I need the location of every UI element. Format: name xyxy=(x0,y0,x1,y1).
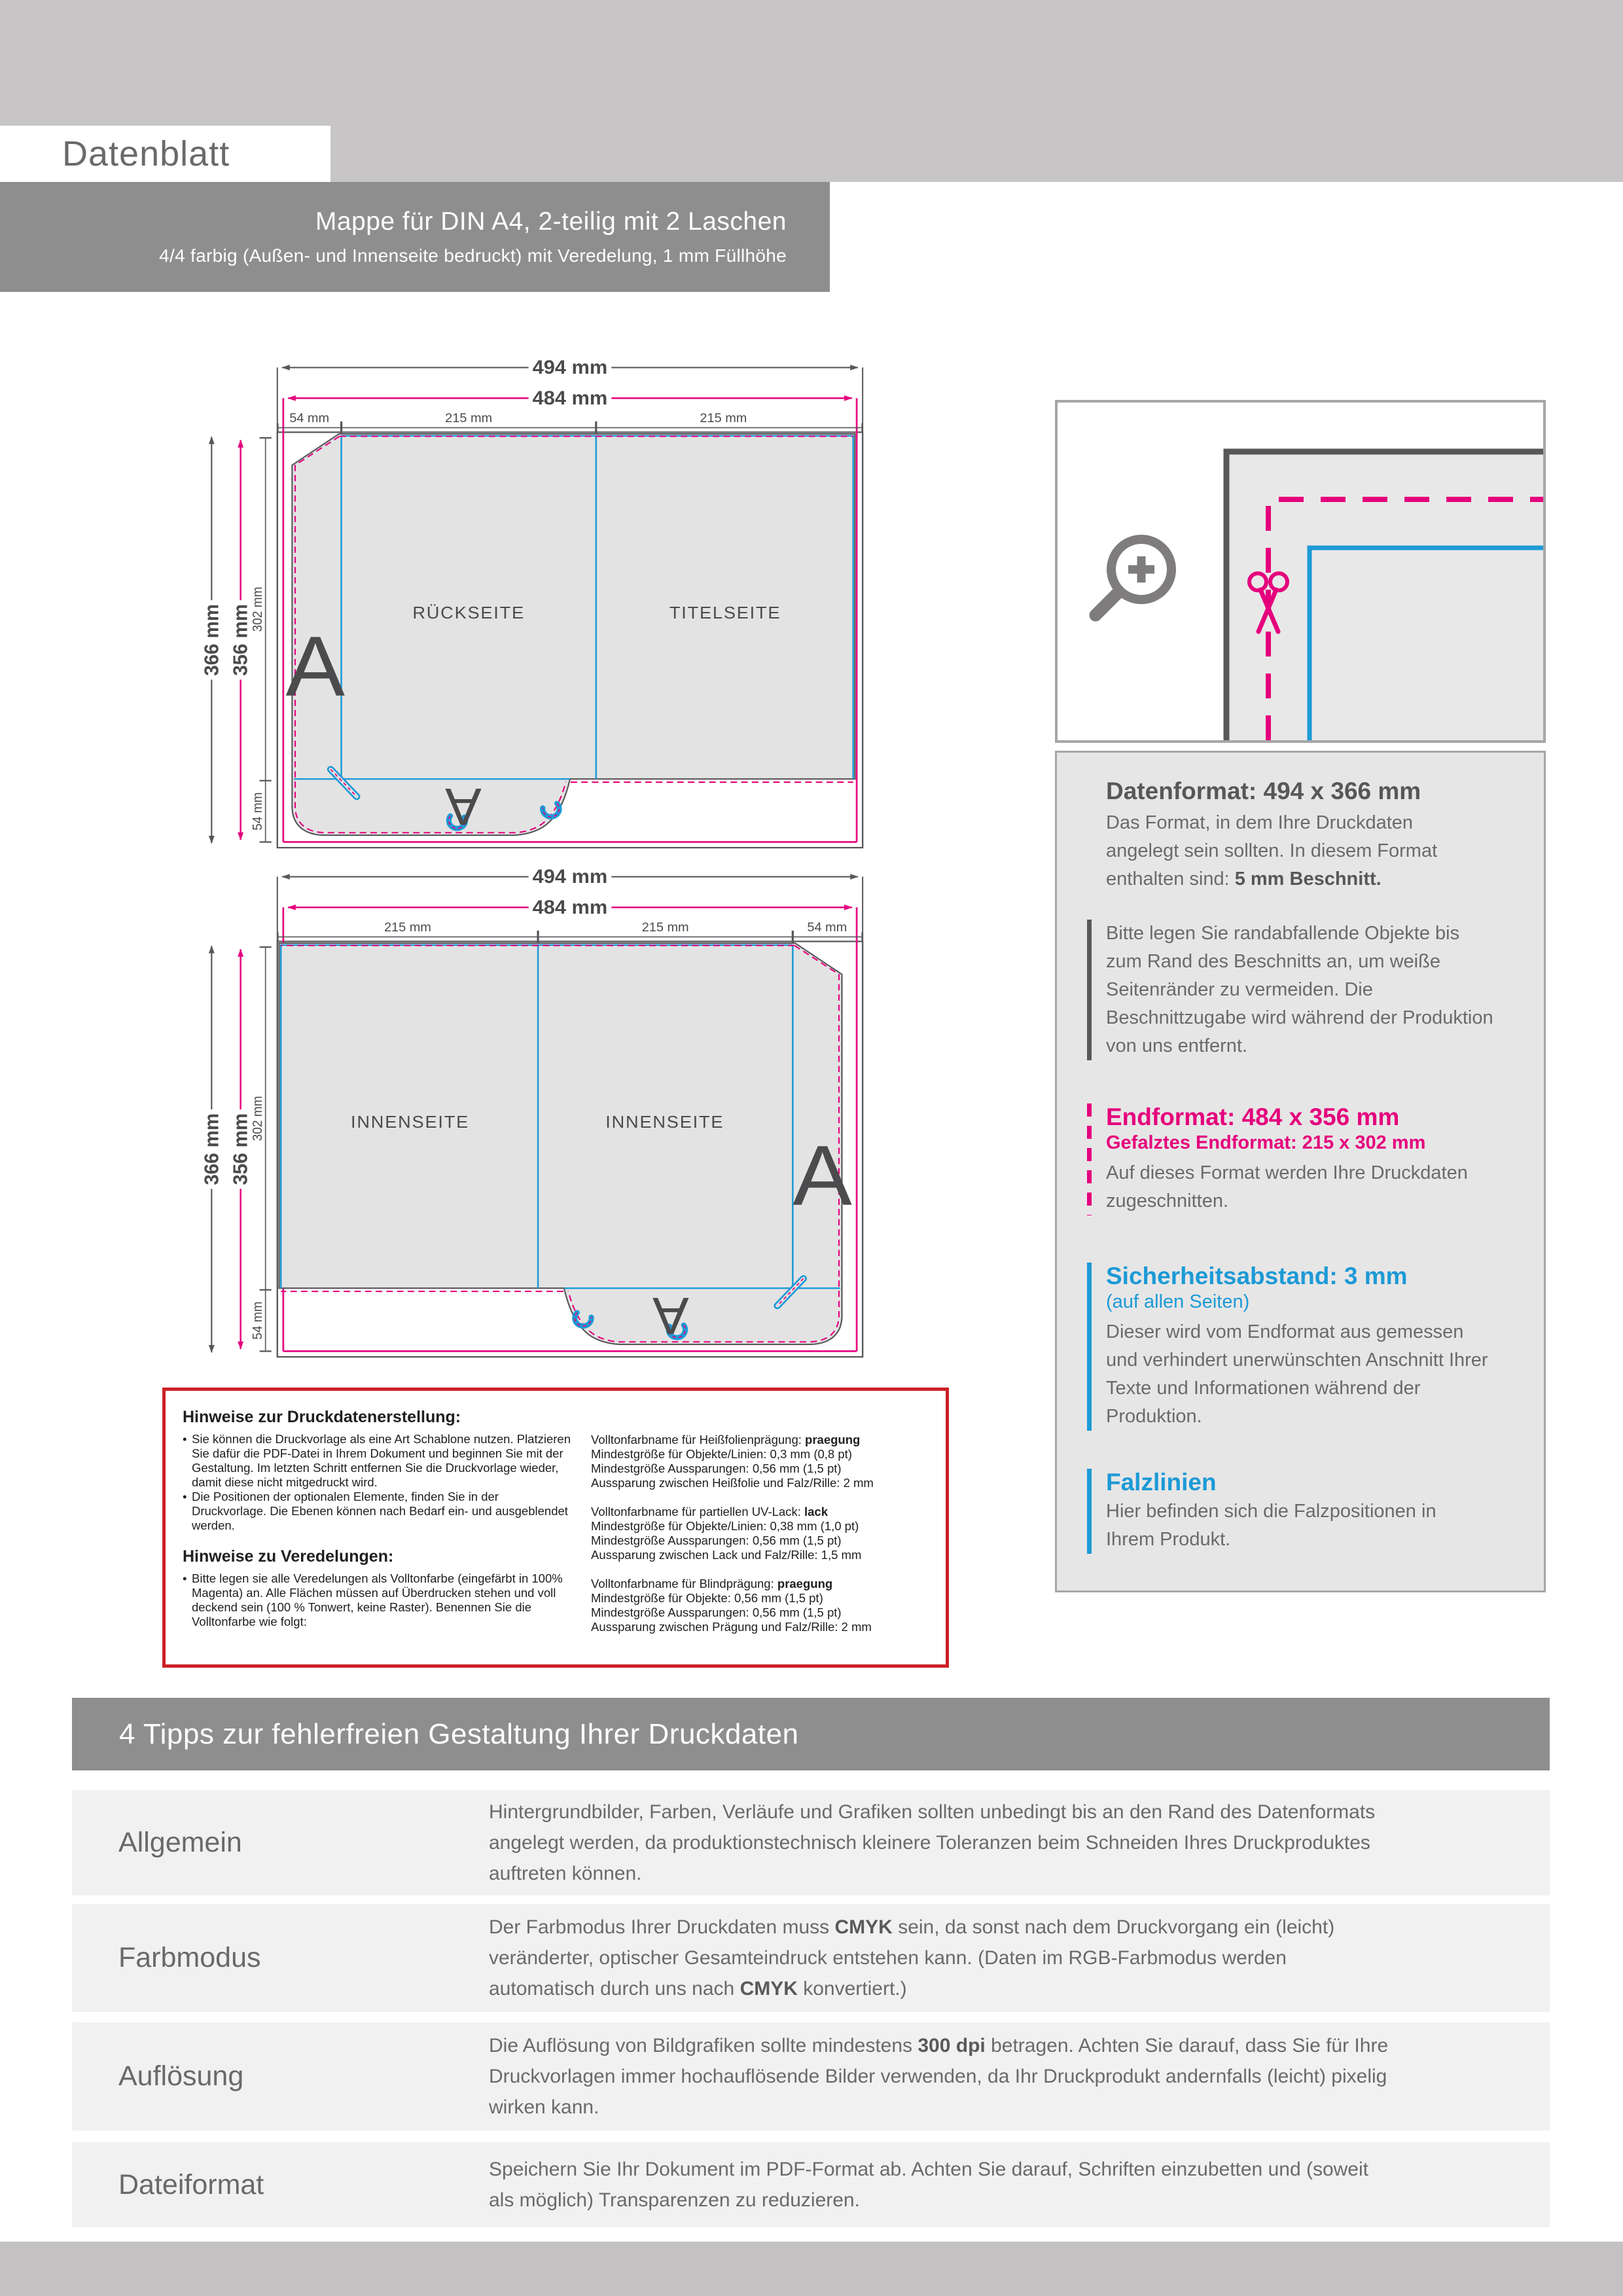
tip-text xyxy=(489,2030,1392,2123)
tip-row-allgemein xyxy=(72,1790,1550,1895)
tips-banner xyxy=(72,1698,1550,1770)
foldline-section xyxy=(1087,1469,1518,1554)
spec-color-name: praegung xyxy=(805,1433,861,1446)
notes-bullet-text: Bitte legen sie alle Veredelungen als Volltonfarbe (eingefärbt in 100% Magenta) an. Alle Flächen müssen auf Überdrucken stehen und voll deckend sein (100 % Tonwert, keine Raster). Benennen Sie die Volltonfarbe wie folgt: xyxy=(192,1571,563,1628)
format-info-panel xyxy=(1055,751,1546,1592)
spec-line: Mindestgröße Aussparungen: 0,56 mm (1,5 pt) xyxy=(591,1534,842,1547)
corner-zoom-svg xyxy=(1058,403,1543,740)
panel-label-back: RÜCKSEITE xyxy=(412,603,525,622)
bleed-note-text: Bitte legen Sie randabfallende Objekte bis zum Rand des Beschnitts an, um weiße Seitenränder zu vermeiden. Die Beschnittzugabe wird während der Produktion von uns entfernt. xyxy=(1106,923,1493,1056)
tip-text-bold: 300 dpi xyxy=(918,2035,986,2056)
tip-text-bold: CMYK xyxy=(834,1916,893,1938)
tip-row-farbmodus xyxy=(72,1904,1550,2012)
side-segment-label: 302 mm xyxy=(250,1096,266,1141)
notes-title-2: Hinweise zu Veredelungen: xyxy=(183,1547,394,1566)
bleed-note-section xyxy=(1087,920,1518,1060)
tip-row-dateiformat xyxy=(72,2142,1550,2227)
dim-inner-width-label: 484 mm xyxy=(532,897,608,918)
tip-text: Hintergrundbilder, Farben, Verläufe und Grafiken sollten unbedingt bis an den Rand des Datenformats angelegt werden, da produktionstechnisch kleinere Toleranzen beim Schneiden Ihres Druckproduktes auftreten können. xyxy=(489,1801,1376,1884)
dim-outer-height-label: 366 mm xyxy=(200,1113,223,1185)
spec-line: Aussparung zwischen Heißfolie und Falz/Rille: 2 mm xyxy=(591,1476,874,1490)
spot-color-spec xyxy=(591,1433,944,1490)
tip-text-part: sein, da sonst nach dem Druckvorgang ein (leicht) veränderter, optischer Gesamteindruck entstehen kann. (Daten im RGB-Farbmodus werden automatisch durch uns nach xyxy=(489,1916,1335,2000)
notes-bullet: • Bitte legen sie alle Veredelungen als Volltonfarbe (eingefärbt in 100% Magenta) an. Alle Flächen müssen auf Überdrucken stehen und voll deckend sein (100 % Tonwert, keine Raster). Benennen Sie die Volltonfarbe wie folgt: xyxy=(183,1571,575,1629)
tip-text: Speichern Sie Ihr Dokument im PDF-Format ab. Achten Sie darauf, Schriften einzubetten und (soweit als möglich) Transparenzen zu reduzieren. xyxy=(489,2159,1368,2211)
spec-line: Volltonfarbname für Heißfolienprägung: xyxy=(591,1433,806,1446)
notes-right-column xyxy=(591,1433,944,1649)
sheet-title-box xyxy=(0,126,330,182)
spec-line: Mindestgröße Aussparungen: 0,56 mm (1,5 pt) xyxy=(591,1605,842,1619)
endformat-subtitle: Gefalztes Endformat: 215 x 302 mm xyxy=(1106,1132,1426,1153)
spec-line: Aussparung zwischen Lack und Falz/Rille: 1,5 mm xyxy=(591,1548,862,1562)
dim-outer-width-label: 494 mm xyxy=(532,357,608,378)
tip-text-part: betragen. Achten Sie darauf, dass Sie für Ihre Druckvorlagen immer hochauflösende Bilder verwenden, da Ihr Druckprodukt andernfalls (leicht) pixelig wirken kann. xyxy=(489,2035,1389,2118)
side-segment-label: 54 mm xyxy=(250,1301,266,1340)
folder-die-cut-mirrored xyxy=(279,943,842,1344)
tip-label: Dateiformat xyxy=(118,2168,264,2200)
safety-section xyxy=(1087,1263,1518,1431)
spec-line: Mindestgröße für Objekte/Linien: 0,38 mm (1,0 pt) xyxy=(591,1519,859,1533)
datenformat-body-text: Das Format, in dem Ihre Druckdaten angelegt sein sollten. In diesem Format enthalten sind: xyxy=(1106,812,1438,889)
spot-color-spec xyxy=(591,1505,944,1562)
dim-inner-height-label: 356 mm xyxy=(230,1113,252,1185)
side-segment-label: 302 mm xyxy=(250,586,266,632)
product-banner xyxy=(0,182,830,292)
notes-bullet-text: Die Positionen der optionalen Elemente, finden Sie in der Druckvorlage. Die Ebenen können nach Bedarf ein- und ausgeblendet werden. xyxy=(192,1490,568,1532)
tip-text xyxy=(489,1912,1392,2004)
sheet-title: Datenblatt xyxy=(62,134,230,173)
panel-label-inside-right: INNENSEITE xyxy=(605,1112,724,1132)
dim-inner-width-label: 484 mm xyxy=(532,387,608,409)
corner-zoom-illustration xyxy=(1055,400,1546,743)
datenformat-title: Datenformat: 494 x 366 mm xyxy=(1106,778,1421,804)
endformat-section xyxy=(1087,1103,1518,1215)
diagram-outside xyxy=(188,348,870,857)
safety-subtitle: (auf allen Seiten) xyxy=(1106,1291,1250,1312)
dim-outer-height-label: 366 mm xyxy=(200,603,223,676)
datenformat-body-bold: 5 mm Beschnitt. xyxy=(1234,869,1382,889)
segment-label: 215 mm xyxy=(383,920,431,935)
notes-bullet: • Die Positionen der optionalen Elemente, finden Sie in der Druckvorlage. Die Ebenen können nach Bedarf ein- und ausgeblendet werden. xyxy=(183,1490,575,1533)
spec-color-name: praegung xyxy=(777,1577,833,1590)
spec-color-name: lack xyxy=(804,1505,828,1518)
tip-text-part: Der Farbmodus Ihrer Druckdaten muss xyxy=(489,1916,835,1938)
notes-left-column xyxy=(183,1408,575,1629)
dim-inner-height-label: 356 mm xyxy=(230,603,252,676)
tip-text-part: konvertiert.) xyxy=(797,1978,907,2000)
datenformat-body xyxy=(1106,809,1472,893)
notes-title-1: Hinweise zur Druckdatenerstellung: xyxy=(183,1408,461,1426)
dim-outer-width-label: 494 mm xyxy=(532,866,608,888)
diagram-inside xyxy=(188,857,870,1366)
segment-label: 215 mm xyxy=(445,411,493,425)
safety-body: Dieser wird vom Endformat aus gemessen und verhindert unerwünschten Anschnitt Ihrer Texte und Informationen während der Produktion. xyxy=(1106,1321,1488,1427)
panel-label-front: TITELSEITE xyxy=(669,603,781,622)
spec-line: Volltonfarbname für Blindprägung: xyxy=(591,1577,777,1590)
tip-label: Allgemein xyxy=(118,1827,242,1858)
safety-title: Sicherheitsabstand: 3 mm xyxy=(1106,1263,1408,1289)
tip-label: Auflösung xyxy=(118,2060,244,2092)
spot-color-spec xyxy=(591,1577,944,1634)
notes-bullet: • Sie können die Druckvorlage als eine Art Schablone nutzen. Platzieren Sie dafür die PDF-Datei in Ihrem Dokument und beginnen Sie mit der Gestaltung. Im letzten Schritt entfernen Sie die Druckvorlage wieder, damit diese nicht mitgedruckt wird. xyxy=(183,1432,575,1490)
segment-label: 54 mm xyxy=(807,920,847,935)
panel-label-inside-left: INNENSEITE xyxy=(351,1112,470,1132)
product-title: Mappe für DIN A4, 2-teilig mit 2 Laschen xyxy=(315,207,787,236)
foldline-body: Hier befinden sich die Falzpositionen in Ihrem Produkt. xyxy=(1106,1501,1436,1550)
spec-line: Aussparung zwischen Prägung und Falz/Rille: 2 mm xyxy=(591,1620,872,1634)
print-data-notes-box xyxy=(162,1388,949,1668)
folder-die-cut xyxy=(292,434,855,835)
spec-line: Volltonfarbname für partiellen UV-Lack: xyxy=(591,1505,804,1518)
tip-text-bold: CMYK xyxy=(740,1978,798,2000)
spec-line: Mindestgröße für Objekte/Linien: 0,3 mm (0,8 pt) xyxy=(591,1447,852,1461)
magnifier-plus-icon xyxy=(1096,539,1171,615)
endformat-body: Auf dieses Format werden Ihre Druckdaten zugeschnitten. xyxy=(1106,1162,1468,1211)
tips-banner-title: 4 Tipps zur fehlerfreien Gestaltung Ihrer Druckdaten xyxy=(119,1717,799,1750)
footer-band xyxy=(0,2242,1623,2296)
segment-label: 54 mm xyxy=(289,411,330,425)
spec-line: Mindestgröße Aussparungen: 0,56 mm (1,5 pt) xyxy=(591,1462,842,1475)
notes-bullet-text: Sie können die Druckvorlage als eine Art Schablone nutzen. Platzieren Sie dafür die PDF-Datei in Ihrem Dokument und beginnen Sie mit der Gestaltung. Im letzten Schritt entfernen Sie die Druckvorlage wieder, damit diese nicht mitgedruckt wird. xyxy=(192,1432,571,1489)
segment-label: 215 mm xyxy=(641,920,689,935)
orientation-watermark-flipped: A xyxy=(445,777,482,836)
foldline-title: Falzlinien xyxy=(1106,1469,1217,1496)
orientation-watermark: A xyxy=(793,1128,852,1224)
spec-line: Mindestgröße für Objekte: 0,56 mm (1,5 pt) xyxy=(591,1591,823,1605)
orientation-watermark: A xyxy=(285,619,345,715)
endformat-title: Endformat: 484 x 356 mm xyxy=(1106,1103,1400,1130)
tip-text-part: Die Auflösung von Bildgrafiken sollte mindestens xyxy=(489,2035,918,2056)
side-segment-label: 54 mm xyxy=(250,792,266,831)
datenformat-section xyxy=(1087,778,1518,893)
orientation-watermark-flipped: A xyxy=(652,1286,689,1345)
tip-row-aufloesung xyxy=(72,2022,1550,2130)
tip-label: Farbmodus xyxy=(118,1942,261,1973)
segment-label: 215 mm xyxy=(700,411,747,425)
product-subtitle: 4/4 farbig (Außen- und Innenseite bedruckt) mit Veredelung, 1 mm Füllhöhe xyxy=(159,245,787,266)
